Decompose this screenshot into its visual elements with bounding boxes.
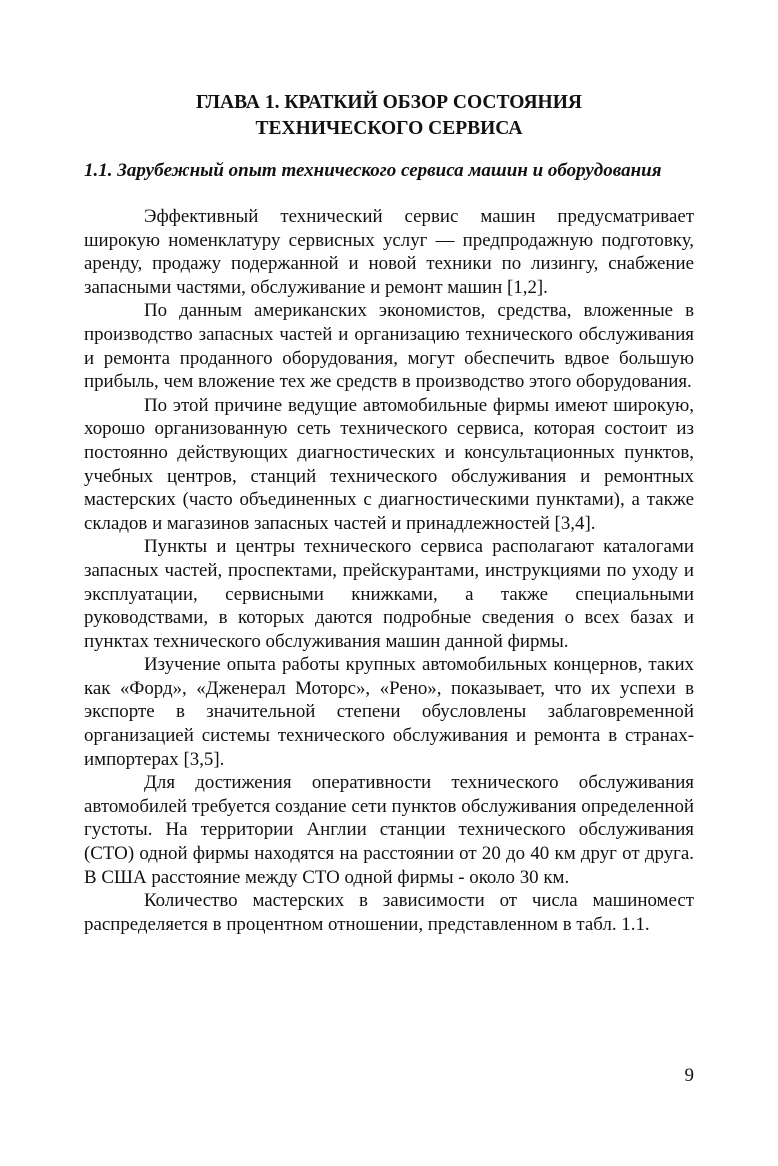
paragraph: Количество мастерских в зависимости от числа машиномест распределяется в процентном отношении, представленном в табл. 1.1.: [84, 890, 694, 935]
paragraph: По данным американских экономистов, средства, вложенные в производство запасных частей и организацию технического обслуживания и ремонта проданного оборудования, могут обеспечить вдвое большую прибыль, чем вложение тех же средств в производство этого оборудования.: [84, 300, 694, 393]
body-text: [84, 205, 694, 936]
paragraph: По этой причине ведущие автомобильные фирмы имеют широкую, хорошо организованную сеть технического сервиса, которая состоит из постоянно действующих диагностических и консультационных пунктов, учебных центров, станций технического обслуживания и ремонтных мастерских (часто объединенных с диагностическими пунктами), а также складов и магазинов запасных частей и принадлежностей [3,4].: [84, 394, 694, 534]
chapter-title: [84, 90, 694, 142]
paragraph: Эффективный технический сервис машин предусматривает широкую номенклатуру сервисных услуг — предпродажную подготовку, аренду, продажу подержанной и новой техники по лизингу, снабжение запасными частями, обслуживание и ремонт машин [1,2].: [84, 206, 694, 298]
chapter-title-line-2: ТЕХНИЧЕСКОГО СЕРВИСА: [255, 118, 523, 139]
chapter-title-line-1: ГЛАВА 1. КРАТКИЙ ОБЗОР СОСТОЯНИЯ: [196, 92, 582, 113]
section-title: 1.1. Зарубежный опыт технического сервиса машин и оборудования: [84, 160, 662, 181]
page-number: 9: [684, 1065, 694, 1086]
paragraph: Изучение опыта работы крупных автомобильных концернов, таких как «Форд», «Дженерал Моторс», «Рено», показывает, что их успехи в экспорте в значительной степени обусловлены заблаговременной организацией системы технического обслуживания и ремонта в странах-импортерах [3,5].: [84, 654, 694, 770]
paragraph: Пункты и центры технического сервиса располагают каталогами запасных частей, проспектами, прейскурантами, инструкциями по уходу и эксплуатации, сервисными книжками, а также специальными руководствами, в которых даются подробные сведения о всех базах и пунктах технического обслуживания машин данной фирмы.: [84, 536, 694, 652]
paragraph: Для достижения оперативности технического обслуживания автомобилей требуется создание сети пунктов обслуживания определенной густоты. На территории Англии станции технического обслуживания (СТО) одной фирмы находятся на расстоянии от 20 до 40 км друг от друга. В США расстояние между СТО одной фирмы - около 30 км.: [84, 772, 694, 888]
